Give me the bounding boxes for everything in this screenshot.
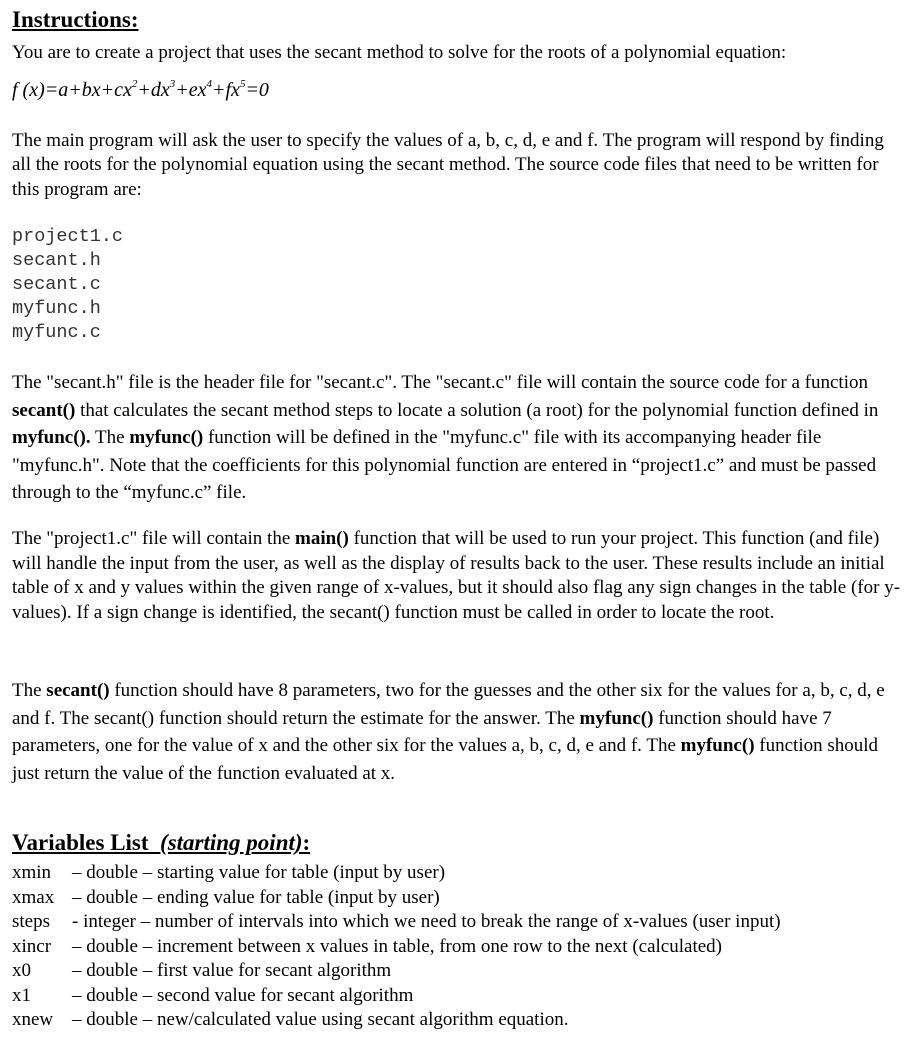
source-file: myfunc.h (12, 298, 101, 319)
myfunc-function-name: myfunc() (579, 707, 654, 729)
secant-files-paragraph: The "secant.h" file is the header file for "secant.c". The "secant.c" file will contain the source code for a function secant() that calculates the secant method steps to locate a solution (a root) for the polynomial function defined in myfunc(). The myfunc() function will be defined in the "myfunc.c" file with its accompanying header file "myfunc.h". Note that the coefficients for this polynomial function are entered in “project1.c” and must be passed through to the “myfunc.c” file. (12, 372, 879, 503)
formula-lhs: f (x)=a+bx+cx (12, 79, 132, 101)
variable-row (12, 861, 781, 886)
secant-function-name: secant() (12, 399, 76, 421)
main-function-name: main() (295, 528, 349, 549)
instructions-heading: Instructions: (12, 7, 139, 32)
variables-heading-note: (starting point) (160, 830, 303, 855)
variable-row (12, 1008, 781, 1033)
formula-term-4: +ex (175, 79, 207, 101)
source-file: secant.h (12, 250, 101, 271)
source-file-list (12, 225, 123, 345)
formula-power-4: 4 (206, 78, 212, 90)
variable-name: xmin (12, 862, 52, 883)
formula-term-5: +fx (212, 79, 240, 101)
variable-description: – double – increment between x values in table, from one row to the next (calculated) (72, 935, 722, 957)
variable-name: steps (12, 911, 50, 932)
program-description-paragraph: The main program will ask the user to specify the values of a, b, c, d, e and f. The program will respond by finding all the roots for the polynomial equation using the secant method. The source code files that need to be written for this program are: (12, 130, 884, 200)
variable-name: x1 (12, 984, 31, 1006)
source-file: secant.c (12, 274, 101, 295)
formula-term-3: +dx (137, 79, 170, 101)
variable-name: xnew (12, 1009, 54, 1030)
myfunc-function-name: myfunc() (680, 735, 755, 756)
polynomial-formula (12, 79, 269, 102)
formula-power-3: 3 (169, 78, 176, 90)
formula-power-2: 2 (131, 78, 138, 90)
formula-power-5: 5 (239, 78, 246, 90)
variable-row (12, 886, 781, 911)
variable-description: – double – first value for secant algorithm (72, 960, 392, 981)
myfunc-function-name: myfunc() (129, 427, 204, 448)
project1-paragraph: The "project1.c" file will contain the main() function that will be used to run your project. This function (and file) will handle the input from the user, as well as the display of results back to the user. These results include an initial table of x and y values within the given range of x-values, but it should also flag any sign changes in the table (for y-values). If a sign change is identified, the secant() function must be called in order to locate the root. (12, 528, 901, 623)
source-file: myfunc.c (12, 322, 101, 343)
variable-description: – double – ending value for table (input by user) (72, 886, 440, 908)
variable-name: x0 (12, 960, 31, 981)
variable-description: – double – starting value for table (input by user) (72, 862, 446, 883)
variable-row (12, 984, 781, 1009)
variable-name: xincr (12, 935, 52, 957)
variable-description: - integer – number of intervals into which we need to break the range of x-values (user input) (72, 911, 781, 932)
variable-description: – double – second value for secant algorithm (72, 984, 414, 1006)
variable-description: – double – new/calculated value using secant algorithm equation. (72, 1009, 569, 1030)
secant-function-name: secant() (46, 680, 110, 701)
variable-name: xmax (12, 886, 55, 908)
variable-row (12, 935, 781, 960)
variables-heading: Variables List (starting point): (12, 830, 311, 855)
intro-paragraph: You are to create a project that uses the secant method to solve for the roots of a polynomial equation: (12, 42, 787, 63)
variable-row (12, 910, 781, 935)
myfunc-function-name: myfunc(). (12, 427, 91, 448)
variables-list (12, 861, 781, 1033)
parameters-paragraph: The secant() function should have 8 parameters, two for the guesses and the other six for the values for a, b, c, d, e and f. The secant() function should return the estimate for the answer. The myfunc() function should have 7 parameters, one for the value of x and the other six for the values a, b, c, d, e and f. The myfunc() function should just return the value of the function evaluated at x. (12, 680, 885, 784)
formula-rhs: =0 (245, 79, 269, 101)
variable-row (12, 959, 781, 984)
source-file: project1.c (12, 226, 124, 247)
